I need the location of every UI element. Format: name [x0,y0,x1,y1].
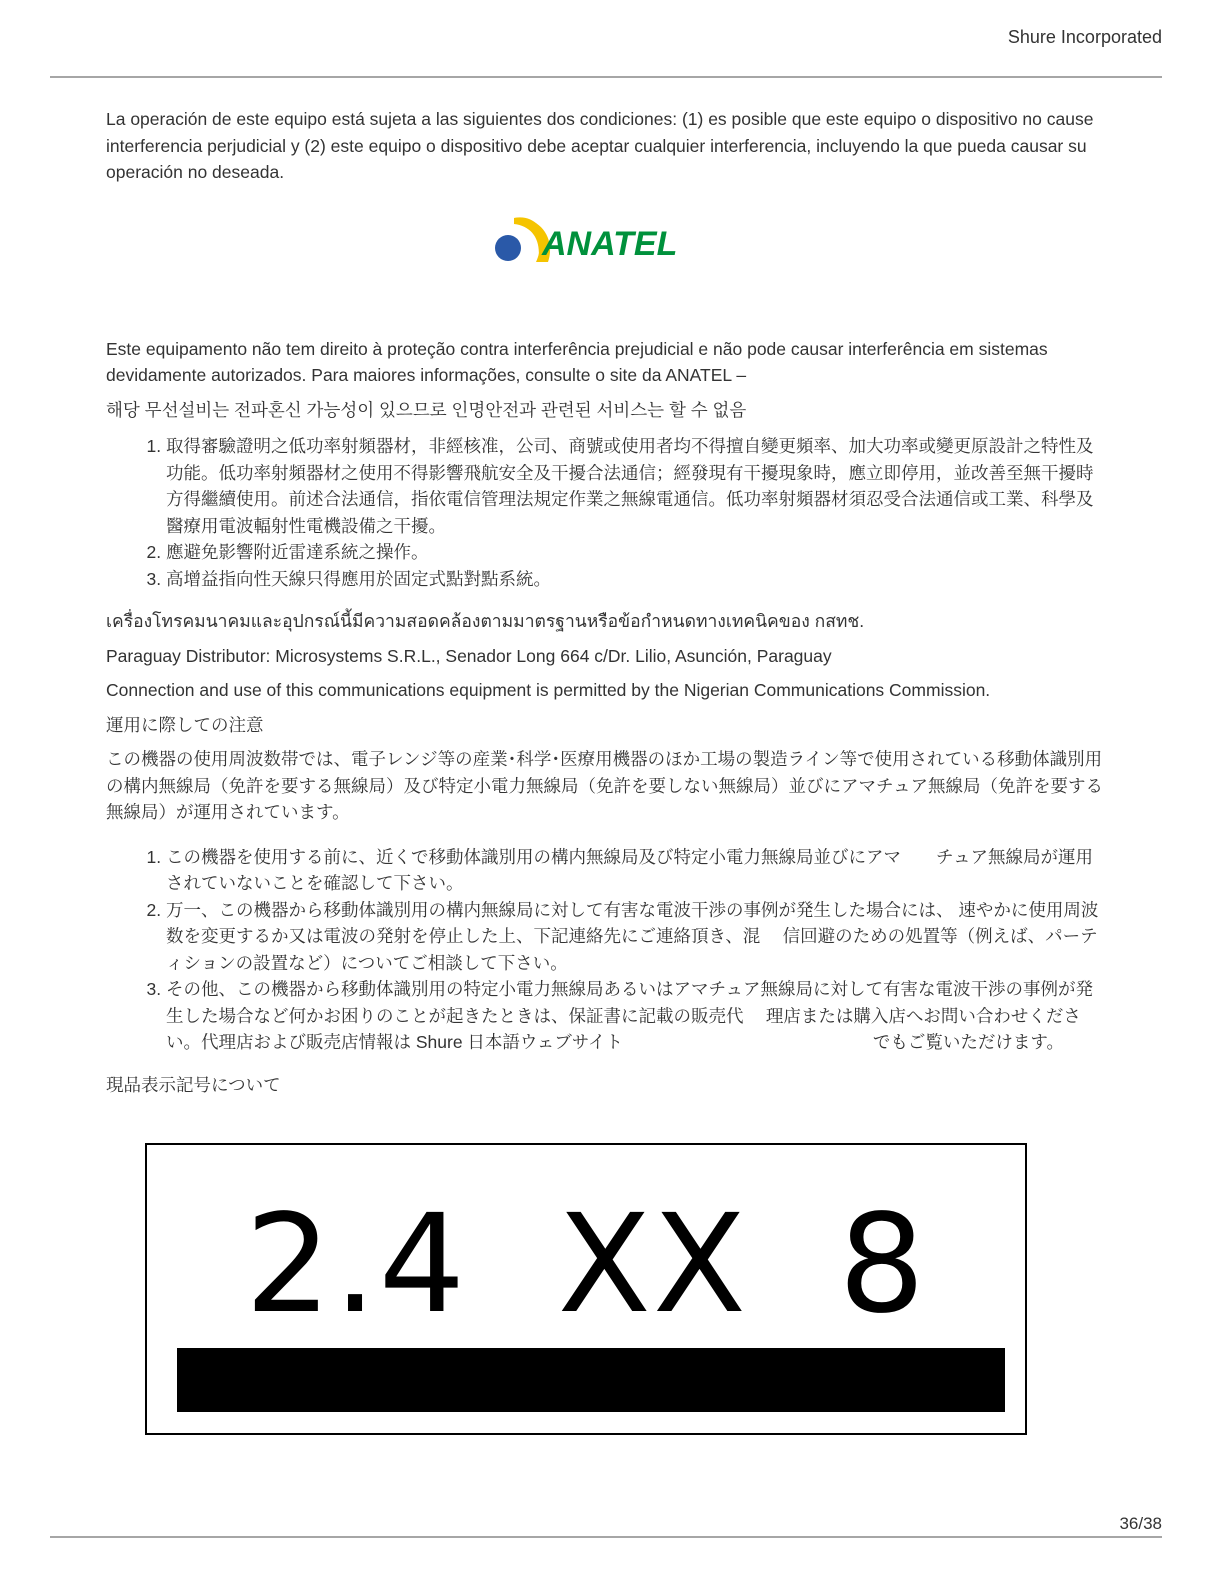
list-item: 3. 高增益指向性天線只得應用於固定式點對點系統。 [166,566,1106,593]
japan-heading: 運用に際しての注意 [106,714,264,735]
japan-paragraph: この機器の使用周波数帯では、電子レンジ等の産業･科学･医療用機器のほか工場の製造ライン等で使用されている移動体識別用の構内無線局（免許を要する無線局）及び特定小電力無線局（免許を要しない無線局）並びにアマチュア無線局（免許を要する無線局）が運用されています。 [106,749,1103,822]
list-item: 3. その他、この機器から移動体識別用の特定小電力無線局あるいはアマチュア無線局に対して有害な電波干渉の事例が発生した場合など何かお困りのことが起きたときは、保証書に記載の販売代 理店または購入店へお問い合わせください。代理店および販売店情報は Shure 日本語ウェブサイト でもご覧いただけます。 [166,976,1106,1056]
list-item: 2. 應避免影響附近雷達系統之操作。 [166,539,1106,566]
label-frequency: 2.4 [244,1186,468,1344]
company-name: Shure Incorporated [1007,27,1162,47]
label-heading: 現品表示記号について [106,1074,281,1095]
anatel-logo-text: ANATEL [542,224,678,263]
list-item: 2. 万一、この機器から移動体識別用の構内無線局に対して有害な電波干渉の事例が発生した場合には、 速やかに使用周波数を変更するか又は電波の発射を停止した上、下記連絡先にご連絡頂き、混 信回避のための処置等（例えば、パーティションの設置など）についてご相談して下さい。 [166,897,1106,977]
nigeria-paragraph: Connection and use of this communications equipment is permitted by the Nigerian Communications Commission. [106,680,991,700]
anatel-logo [492,216,682,268]
anatel-logo-area [106,186,1106,336]
label-bar [177,1348,1005,1412]
page-number: 36/38 [1119,1514,1162,1533]
korea-paragraph: 해당 무선설비는 전파혼신 가능성이 있으므로 인명안전과 관련된 서비스는 할 수 없음 [106,399,747,420]
page-content [106,106,1106,1098]
label-code [147,1186,1025,1344]
label-modulation: XX [557,1186,749,1344]
page-footer [50,1514,1162,1538]
mexico-paragraph: La operación de este equipo está sujeta a las siguientes dos condiciones: (1) es posible que este equipo o dispositivo no cause interferencia perjudicial y (2) este equipo o dispositivo debe aceptar cualquier interferencia, incluyendo la que pueda causar su operación no deseada. [106,109,1094,182]
anatel-paragraph: Este equipamento não tem direito à proteção contra interferência prejudicial e não pode causar interferência em sistemas devidamente autorizados. Para maiores informações, consulte o site da ANATEL – [106,338,1048,385]
product-label [145,1143,1027,1435]
japan-list [106,844,1106,1056]
label-range: 8 [838,1186,928,1344]
thailand-paragraph: เครื่องโทรคมนาคมและอุปกรณ์นี้มีความสอดคล้องตามมาตรฐานหรือข้อกำหนดทางเทคนิคของ กสทช. [106,611,865,631]
taiwan-list [106,433,1106,592]
page-header [50,0,1162,78]
paraguay-paragraph: Paraguay Distributor: Microsystems S.R.L., Senador Long 664 c/Dr. Lilio, Asunción, Paraguay [106,645,832,666]
list-item: 1. この機器を使用する前に、近くで移動体識別用の構内無線局及び特定小電力無線局並びにアマ チュア無線局が運用されていないことを確認して下さい。 [166,844,1106,897]
list-item: 1. 取得審驗證明之低功率射頻器材，非經核准，公司、商號或使用者均不得擅自變更頻率、加大功率或變更原設計之特性及功能。低功率射頻器材之使用不得影響飛航安全及干擾合法通信；經發現有干擾現象時，應立即停用，並改善至無干擾時方得繼續使用。前述合法通信，指依電信管理法規定作業之無線電通信。低功率射頻器材須忍受合法通信或工業、科學及醫療用電波輻射性電機設備之干擾。 [166,433,1106,539]
